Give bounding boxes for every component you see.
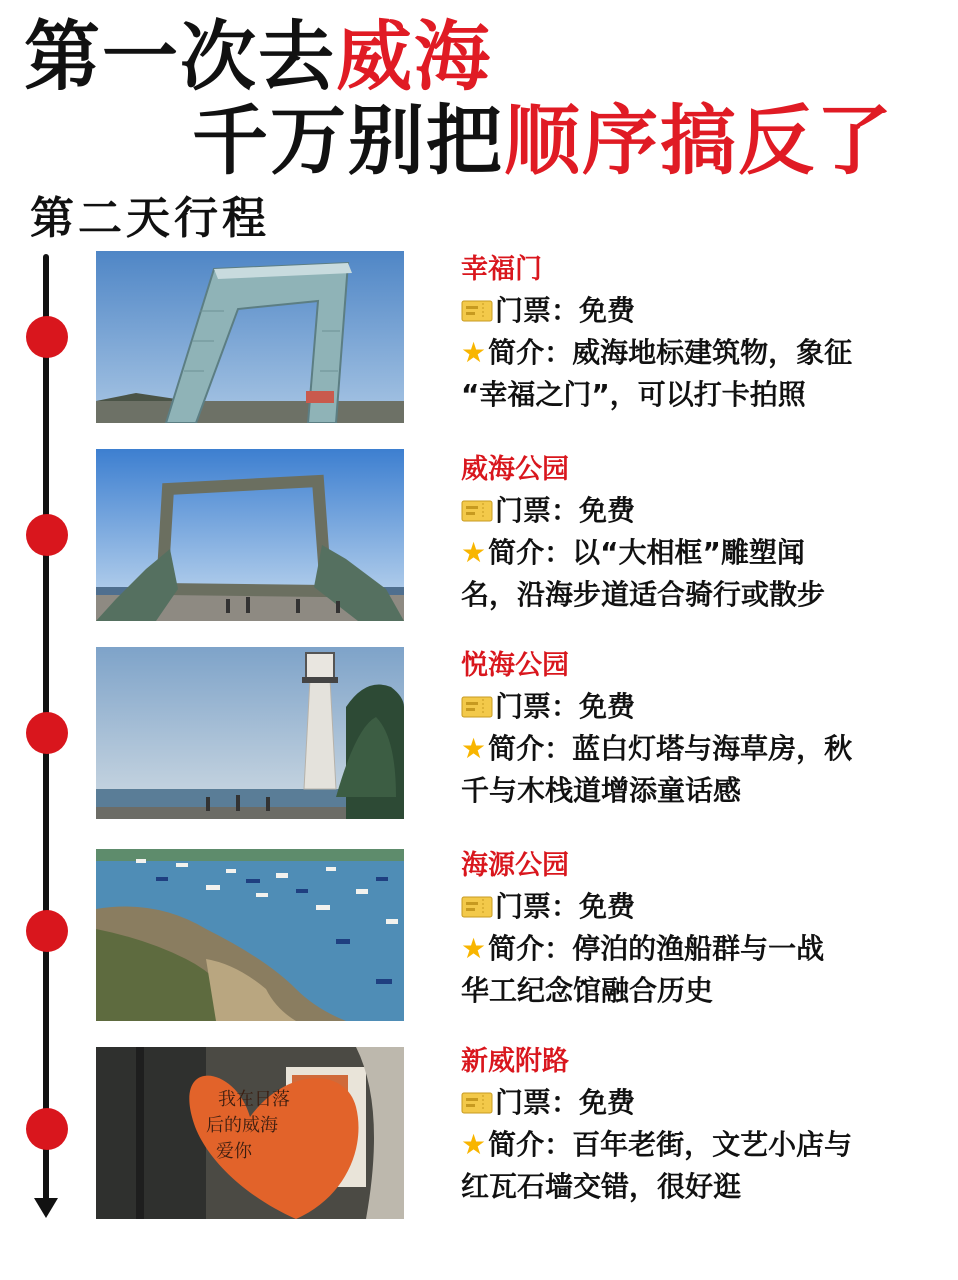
spot-name: 海源公园 xyxy=(461,850,569,881)
intro-label: 简介： xyxy=(488,536,573,569)
ticket-value: 免费 xyxy=(579,494,636,527)
photo-heart-balloon xyxy=(96,1047,404,1219)
photo-lighthouse xyxy=(96,647,404,819)
timeline-dot xyxy=(26,514,68,556)
intro-text-2: 千与木栈道增添童话感 xyxy=(461,774,742,807)
ticket-icon xyxy=(461,299,493,323)
intro-line xyxy=(461,332,931,416)
spot-card xyxy=(461,250,931,416)
intro-line xyxy=(461,928,931,1012)
ticket-line xyxy=(461,1082,931,1124)
star-icon: ★ xyxy=(461,336,487,369)
intro-label: 简介： xyxy=(488,336,573,369)
star-icon: ★ xyxy=(461,932,487,965)
ticket-label: 门票： xyxy=(495,1086,580,1119)
spot-card xyxy=(461,846,931,1012)
heart-text-1: 我在日落 xyxy=(218,1089,290,1110)
title-line-2 xyxy=(192,98,894,184)
ticket-label: 门票： xyxy=(495,690,580,723)
title-line-2-black: 千万别把 xyxy=(192,96,504,185)
timeline-dot xyxy=(26,1108,68,1150)
photo-big-frame xyxy=(96,449,404,621)
title-line-1-red: 威海 xyxy=(336,12,492,101)
heart-text-3: 爱你 xyxy=(216,1141,252,1162)
timeline-dot xyxy=(26,316,68,358)
intro-line xyxy=(461,1124,931,1208)
timeline-arrow-icon xyxy=(34,1198,58,1218)
intro-text-1: 停泊的渔船群与一战 xyxy=(572,932,825,965)
ticket-label: 门票： xyxy=(495,294,580,327)
ticket-icon xyxy=(461,499,493,523)
intro-line xyxy=(461,532,931,616)
star-icon: ★ xyxy=(461,536,487,569)
intro-text-1: 以“大相框”雕塑闻 xyxy=(572,536,805,569)
ticket-label: 门票： xyxy=(495,890,580,923)
spot-card xyxy=(461,450,931,616)
intro-label: 简介： xyxy=(488,732,573,765)
title-line-1-black: 第一次去 xyxy=(24,12,336,101)
intro-label: 简介： xyxy=(488,932,573,965)
intro-text-2: 华工纪念馆融合历史 xyxy=(461,974,714,1007)
ticket-icon xyxy=(461,1091,493,1115)
ticket-line xyxy=(461,886,931,928)
day-subtitle: 第二天行程 xyxy=(30,193,270,244)
ticket-label: 门票： xyxy=(495,494,580,527)
spot-card xyxy=(461,1042,931,1208)
intro-text-2: 红瓦石墙交错，很好逛 xyxy=(461,1170,742,1203)
title-line-2-red: 顺序搞反了 xyxy=(504,96,894,185)
intro-label: 简介： xyxy=(488,1128,573,1161)
ticket-icon xyxy=(461,695,493,719)
star-icon: ★ xyxy=(461,732,487,765)
photo-fishing-boats xyxy=(96,849,404,1021)
ticket-value: 免费 xyxy=(579,690,636,723)
spot-name: 悦海公园 xyxy=(461,650,569,681)
intro-text-1: 威海地标建筑物，象征 xyxy=(572,336,853,369)
spot-card xyxy=(461,646,931,812)
intro-text-2: 名，沿海步道适合骑行或散步 xyxy=(461,578,826,611)
ticket-value: 免费 xyxy=(579,294,636,327)
ticket-line xyxy=(461,686,931,728)
ticket-value: 免费 xyxy=(579,890,636,923)
timeline-dot xyxy=(26,910,68,952)
intro-line xyxy=(461,728,931,812)
spot-name: 幸福门 xyxy=(461,254,542,285)
ticket-icon xyxy=(461,895,493,919)
intro-text-1: 百年老街，文艺小店与 xyxy=(572,1128,853,1161)
intro-text-1: 蓝白灯塔与海草房，秋 xyxy=(572,732,853,765)
spot-name: 新威附路 xyxy=(461,1046,569,1077)
ticket-value: 免费 xyxy=(579,1086,636,1119)
star-icon: ★ xyxy=(461,1128,487,1161)
title-line-1 xyxy=(24,14,492,100)
spot-name: 威海公园 xyxy=(461,454,569,485)
timeline-dot xyxy=(26,712,68,754)
heart-text-2: 后的威海 xyxy=(206,1115,278,1136)
ticket-line xyxy=(461,490,931,532)
ticket-line xyxy=(461,290,931,332)
intro-text-2: “幸福之门”，可以打卡拍照 xyxy=(461,378,806,411)
photo-happiness-gate xyxy=(96,251,404,423)
